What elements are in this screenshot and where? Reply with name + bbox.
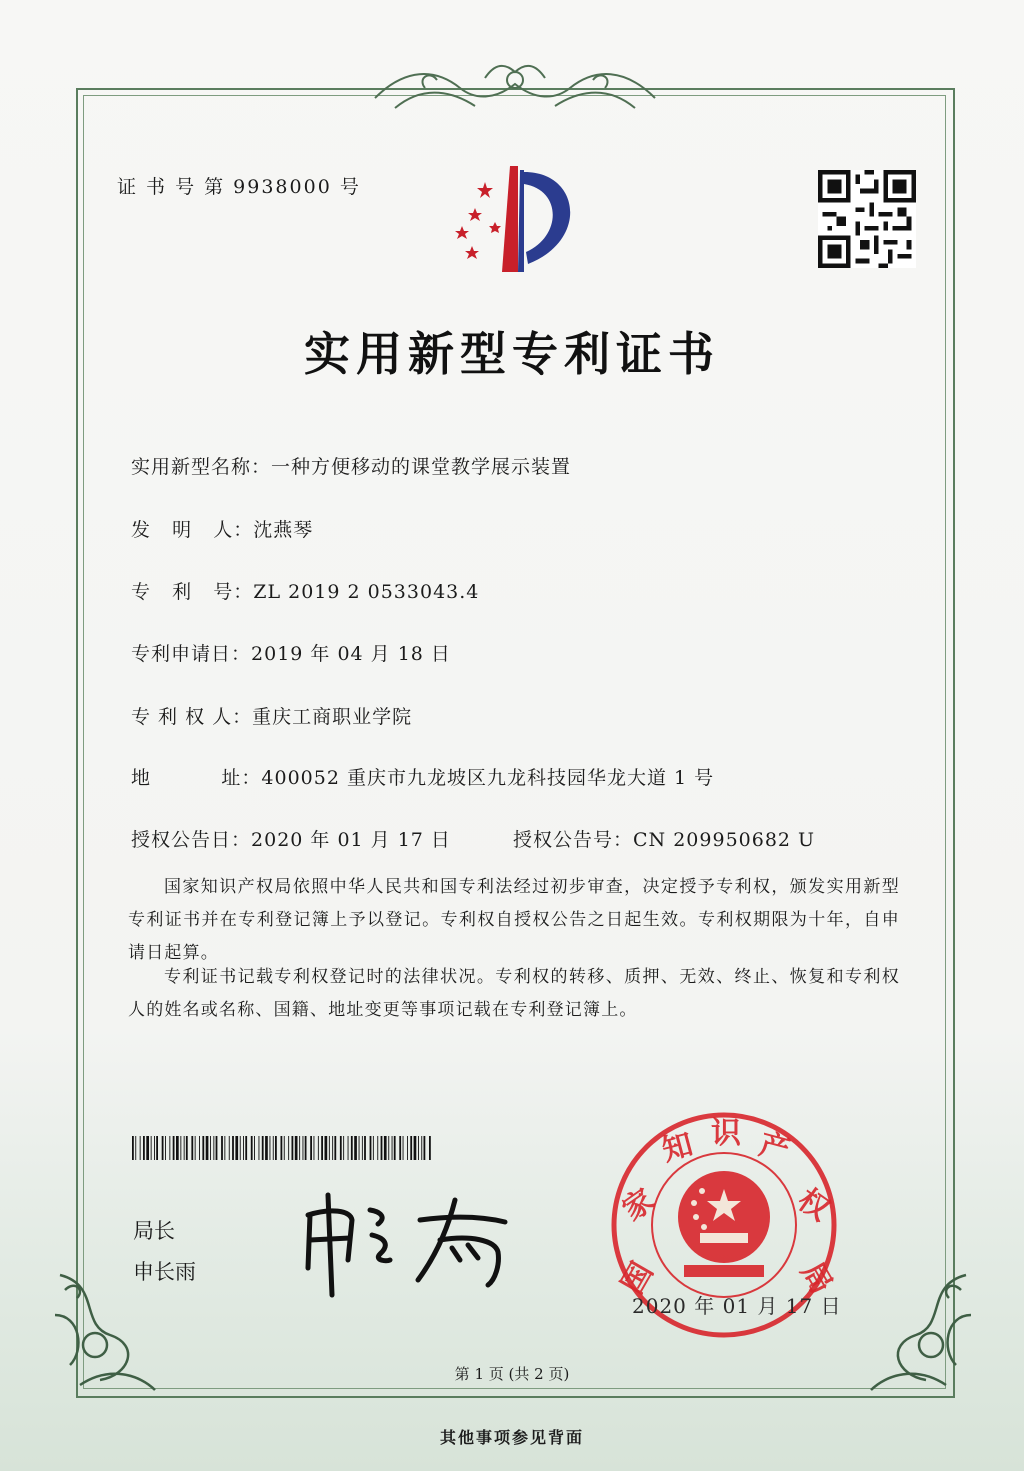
- address-value: 400052 重庆市九龙坡区九龙科技园华龙大道 1 号: [261, 767, 715, 789]
- application-date-label: 专利申请日：: [131, 643, 252, 665]
- grant-number-row: [513, 825, 815, 852]
- grant-number-value: CN 209950682 U: [633, 829, 816, 851]
- page-number: 第 1 页 (共 2 页): [454, 1365, 570, 1383]
- utility-model-name-row: [131, 452, 571, 479]
- statement-paragraph-1: 国家知识产权局依照中华人民共和国专利法经过初步审查，决定授予专利权，颁发实用新型专利证书并在专利登记簿上予以登记。专利权自授权公告之日起生效。专利权期限为十年，自申请日起算。: [128, 877, 900, 963]
- director-signature: [290, 1190, 520, 1300]
- patentee-label: 专 利 权 人：: [131, 706, 253, 728]
- patent-number-row: [131, 577, 479, 604]
- application-date-row: [131, 639, 451, 666]
- seal-char: 识: [711, 1116, 741, 1151]
- inventor-row: [131, 515, 313, 542]
- patentee-value: 重庆工商职业学院: [252, 706, 413, 728]
- top-ornament-icon: [365, 58, 665, 120]
- grant-date-value: 2020 年 01 月 17 日: [251, 829, 451, 851]
- grant-number-label: 授权公告号：: [513, 829, 634, 851]
- seal-char: 国: [615, 1256, 661, 1300]
- grant-date-row: [131, 825, 451, 852]
- seal-char: 局: [793, 1256, 839, 1300]
- qr-code-icon: [818, 170, 916, 268]
- patentee-row: [131, 702, 412, 729]
- back-note: 其他事项参见背面: [439, 1428, 584, 1447]
- name-value: 一种方便移动的课堂教学展示装置: [271, 456, 572, 478]
- certificate-title: 实用新型专利证书: [304, 327, 720, 381]
- seal-char: 权: [791, 1182, 836, 1229]
- director-name: 申长雨: [133, 1260, 196, 1284]
- barcode-icon: [132, 1136, 432, 1160]
- patent-number-value: ZL 2019 2 0533043.4: [253, 581, 480, 603]
- patent-number-label: 专 利 号：: [131, 581, 254, 603]
- address-row: [131, 763, 714, 790]
- application-date-value: 2019 年 04 月 18 日: [251, 643, 451, 665]
- inventor-value: 沈燕琴: [253, 519, 314, 541]
- name-label: 实用新型名称：: [131, 456, 272, 478]
- seal-date: 2020 年 01 月 17 日: [632, 1294, 842, 1318]
- inventor-label: 发 明 人：: [131, 519, 254, 541]
- seal-char: 家: [616, 1182, 661, 1229]
- certificate-number: 证 书 号 第 9938000 号: [117, 176, 361, 198]
- statement-paragraph-2: 专利证书记载专利权登记时的法律状况。专利权的转移、质押、无效、终止、恢复和专利权人的姓名或名称、国籍、地址变更等事项记载在专利登记簿上。: [128, 967, 900, 1020]
- grant-date-label: 授权公告日：: [131, 829, 252, 851]
- seal-char: 知: [658, 1127, 697, 1169]
- director-title: 局长: [133, 1219, 175, 1243]
- cnipa-logo-icon: [440, 160, 600, 280]
- seal-char: 产: [755, 1127, 794, 1169]
- address-label: 地 址：: [131, 767, 262, 789]
